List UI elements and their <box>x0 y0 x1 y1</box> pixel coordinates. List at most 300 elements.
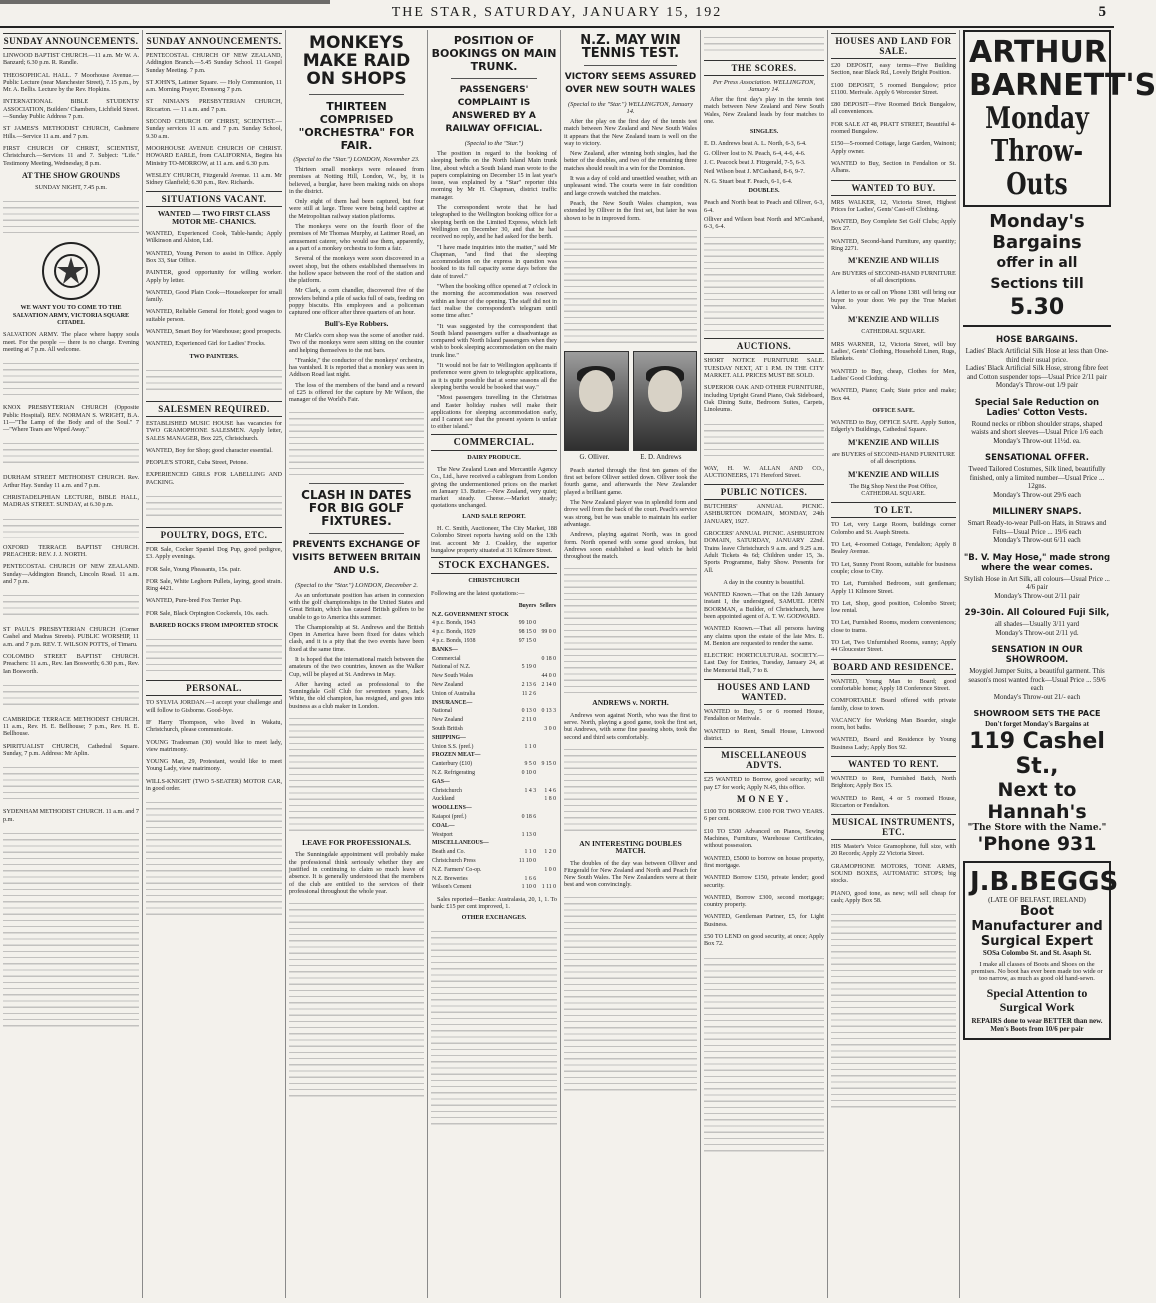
stock-buyers: 1 4 3 <box>524 787 537 794</box>
article-paragraph: The New Zealand Loan and Mercantile Agency Co., Ltd., have received a cablegram from London giving the undermentioned prices on the market on January 13. Butter.—New Zealand, very quiet; market steady. Cheese.—Market steady; quotations unchanged. <box>431 465 557 510</box>
promo-body: Ladies' Black Artificial Silk Hose, strong fibre feet and Cotton suspender tops—Usual Price 2/11 pair <box>965 364 1109 381</box>
stock-row <box>431 857 557 866</box>
article-paragraph: "It would not be fair to Wellington applicants if preference were given to telegraphic applications, as it is quite possible that at some seasons all the sleeping berths would be booked that way." <box>431 362 557 391</box>
stock-row <box>431 628 557 637</box>
promo-item <box>963 507 1111 545</box>
text-block <box>704 419 824 459</box>
stock-name: Westport <box>432 831 453 838</box>
article-paragraph: It is hoped that the international match between the amateurs of the two countries, known as the Walker Cup, will be played at St. Andrews in May. <box>289 655 424 678</box>
stock-col-buyers: Buyers <box>518 602 537 609</box>
stock-buyers: 98 15 0 <box>518 629 537 636</box>
article-paragraph: Andrews, playing against North, was in good form. North opened with some good strokes, but Andrews soon established a lead which he held throughout the match. <box>564 531 697 561</box>
classified-ad: WANTED, Boy for Shop; good character essential. <box>146 446 273 454</box>
arthur-barnett-ad <box>963 30 1156 207</box>
article-paragraph: Andrews won against North, who was the first to serve. North, playing a good game, took the first set, but Andrews, with some fine passing shots, took the second and third sets comfortably. <box>564 711 697 741</box>
stock-name: National of N.Z. <box>432 664 471 671</box>
article-paragraph: The loss of the members of the band and a reward of £25 is offered for the capture by Mr Wilson, the manager of the World's Fair. <box>289 381 424 404</box>
classified-ad: WANTED, Pure-bred Fox Terrier Pup. <box>146 597 242 605</box>
stock-name: N.Z. Refrigerating <box>432 769 475 776</box>
photo-olliver <box>564 351 629 451</box>
classified-ad: TO Let, Sunny Front Room, suitable for business couple; close to City. <box>831 560 956 575</box>
section-heading: POULTRY, DOGS, ETC. <box>146 527 282 543</box>
store-phone: 'Phone 931 <box>977 832 1097 855</box>
classified-ad: EXPERIENCED GIRLS FOR LABELLING AND PACKING. <box>146 471 282 486</box>
text-block <box>146 491 282 521</box>
classified-ad: WANTED, Borrow £300, second mortgage; country property. <box>704 893 824 909</box>
text-block <box>3 762 139 802</box>
promo-price: Monday's Throw-out 21/- each <box>993 692 1081 701</box>
store-address <box>963 729 1111 855</box>
stock-buyers: 5 19 0 <box>521 664 537 671</box>
divider <box>451 78 537 79</box>
text-block <box>564 225 697 345</box>
stock-sellers <box>537 839 557 848</box>
bargains-time: 5.30 <box>1009 295 1065 320</box>
stock-sellers <box>537 831 557 840</box>
stock-buyers <box>516 725 537 734</box>
classified-ad: TO Let, Furnished Rooms, modern conveniences; close to trams. <box>831 619 956 634</box>
text-block <box>564 892 697 1092</box>
promo-price: Monday's Throw-out 2/11 yd. <box>995 628 1079 637</box>
announcement: SPIRITUALIST CHURCH, Cathedral Square. Sunday, 7 p.m. Address: Mr Aplin. <box>3 742 139 758</box>
stock-row <box>431 813 557 822</box>
mkenzie-willis-name: M'KENZIE AND WILLIS <box>848 469 939 479</box>
announcement: THEOSOPHICAL HALL. 7 Moorhouse Avenue.— Public Lecture (near Manchester Street), 7.15 p.m., by Mr. A. Bellis. Lecture by the Rev. Hopkins. <box>3 71 139 94</box>
score-line: J. C. Peacock beat J. Fitzgerald, 7-5, 6-3. <box>704 159 806 167</box>
mkenzie-willis-name: M'KENZIE AND WILLIS <box>848 437 939 447</box>
stock-buyers: 11 10 0 <box>518 857 537 864</box>
text-block <box>3 680 139 710</box>
stock-row <box>431 699 557 708</box>
stock-name: N.Z. GOVERNMENT STOCK <box>432 611 509 618</box>
classified-ad: £150—5-roomed Cottage, large Garden, Wainoni; Apply owner. <box>831 140 956 155</box>
subhead-tennis: VICTORY SEEMS ASSURED OVER NEW SOUTH WALES <box>564 72 697 95</box>
promo-body: Moygiel Jumper Suits, a beautiful garment. This season's most wanted frock—Usual Price ... 59/6 each <box>968 667 1106 692</box>
address-line-1: 119 Cashel St., <box>969 728 1105 779</box>
photo-andrews <box>633 351 698 451</box>
score-line: Peach and North beat to Peach and Olliver, 6-3, 6-4. <box>704 199 824 214</box>
situations-lead: WANTED — TWO FIRST CLASS MOTOR ME- CHANICS. <box>157 209 271 226</box>
stock-name: GAS— <box>432 778 450 785</box>
stock-buyers: 0 10 0 <box>521 769 537 776</box>
stock-name: 4 p.c. Bonds, 1938 <box>432 638 476 645</box>
classified-ad: VACANCY for Working Man Boarder, single room, hot baths. <box>831 716 956 732</box>
classified-ad: COMFORTABLE Board offered with private family, close to town. <box>831 697 956 712</box>
promo-heading: Special Sale Reduction on Ladies' Cotton Vests. <box>974 397 1100 418</box>
divider <box>309 94 404 95</box>
stock-buyers: 2 11 0 <box>521 717 537 724</box>
bargains-sub: offer in all Sections till <box>990 255 1084 292</box>
stock-name: COAL— <box>432 822 455 829</box>
promo-body: all shades—Usually 3/11 yard <box>994 620 1080 628</box>
public-notice: A day in the country is beautiful. <box>723 578 805 586</box>
stock-row <box>431 866 557 875</box>
mkenzie-willis-sub: are BUYERS of SECOND-HAND FURNITURE of all descriptions. <box>832 450 955 466</box>
ad-slogan: Monday Throw-Outs <box>985 101 1089 202</box>
section-heading: MUSICAL INSTRUMENTS, ETC. <box>831 814 956 840</box>
column-tennis <box>561 30 701 1298</box>
column-arthur-barnett-ad <box>960 30 1156 1298</box>
stock-name: New Zealand <box>432 682 464 689</box>
stock-sellers: 1 2 0 <box>544 849 556 856</box>
stock-name: BANKS— <box>432 646 458 653</box>
classified-ad: WANTED to Rent, 4 or 5 roomed House, Riccarton or Fendalton. <box>831 794 956 809</box>
promo-body: Smart Ready-to-wear Pull-on Hats, in Straws and Felts—Usual Price ... 19/6 each <box>967 519 1107 536</box>
classified-ad: £25 WANTED to Borrow, good security; will pay £7 for work; Apply N.45, this office. <box>704 776 824 791</box>
stock-buyers: 99 10 0 <box>518 620 537 627</box>
announcement: CHRISTADELPHIAN LECTURE, BIBLE HALL, MADRAS STREET. SUNDAY, at 6.30 p.m. <box>3 494 139 509</box>
classified-ad: WANTED, Experienced Girl for Ladies' Frocks. <box>146 340 266 348</box>
announcement: ST JOHN'S, Latimer Square. — Holy Communion, 11 a.m. Morning Prayer; Evensong 7 p.m. <box>146 78 282 94</box>
stock-row <box>431 637 557 646</box>
stock-buyers <box>516 655 537 664</box>
text-block <box>3 828 139 1028</box>
stock-name: FROZEN MEAT— <box>432 752 481 759</box>
promo-price: Monday's Throw-out 1/9 pair <box>995 381 1079 389</box>
stock-row <box>431 681 557 690</box>
stock-buyers <box>516 611 537 620</box>
mkenzie-willis-text: A letter to us or call on 'Phone 1381 will bring our buyer to your door. We pay the True Market Value. <box>831 289 956 311</box>
column-monkeys-golf <box>286 30 428 1298</box>
stock-buyers: 2 13 6 <box>521 682 537 689</box>
stock-sellers <box>537 743 557 752</box>
beggs-sub: (LATE OF BELFAST, IRELAND) <box>988 895 1086 904</box>
masthead-title: THE STAR, SATURDAY, JANUARY 15, 192 <box>391 5 723 20</box>
stock-table-header <box>431 602 557 611</box>
headline-bookings: POSITION OF BOOKINGS ON MAIN TRUNK. <box>431 34 557 73</box>
stock-sellers <box>537 663 557 672</box>
classified-ad: HIS Master's Voice Gramophone, full size, with 20 Records; Apply 22 Victoria Street. <box>831 843 956 858</box>
classified-ad: WANTED, Second-hand Furniture, any quantity; Ring 2271. <box>831 237 956 253</box>
stock-buyers: 1 10 0 <box>521 884 537 891</box>
dateline: (Special to the "Star.") LONDON, December 2. <box>295 581 418 589</box>
subhead-bookings: PASSENGERS' COMPLAINT IS ANSWERED BY A RAILWAY OFFICIAL. <box>445 85 543 134</box>
beggs-address: SOSa Colombo St. and St. Asaph St. <box>982 948 1092 957</box>
classified-ad: TO Let, very Large Room, buildings corner Colombo and St. Asaph Streets. <box>831 521 956 536</box>
classified-ad: WANTED to Buy, 5 or 6 roomed House, Fendalton or Merivale. <box>704 708 824 723</box>
stock-row <box>431 690 557 699</box>
classified-ad: PEOPLE'S STORE, Cuba Street, Petone. <box>146 459 248 467</box>
stock-name: Union of Australia <box>432 690 476 697</box>
classified-ad: WANTED to Buy, Section in Fendalton or St. Albans. <box>831 159 956 175</box>
stock-buyers: 1 1 0 <box>524 743 537 750</box>
promo-body: Ladies' Black Artificial Silk Hose at less than One-third their usual price. <box>965 347 1109 364</box>
stock-note: Following are the latest quotations:— <box>431 589 525 597</box>
stock-sellers <box>537 690 557 699</box>
stock-name: Beath and Co. <box>432 849 466 856</box>
stock-buyers <box>516 839 537 848</box>
article-paragraph: "I have made inquiries into the matter," said Mr Chapman, "and find that the sleeping accommodation on the express in question was booked to its full capacity some days before the date of travel." <box>431 243 557 280</box>
article-paragraph: Several of the monkeys were soon discovered in a sweet shop, but the others established themselves in the hollow space between the roof of the station and the platform. <box>289 255 424 285</box>
promo-item <box>963 553 1111 601</box>
mkenzie-willis-name: M'KENZIE AND WILLIS <box>848 315 939 325</box>
classified-ad: TO Let, Furnished Bedroom, suit gentleman; Apply 11 Kilmore Street. <box>831 580 956 595</box>
stock-sellers: 2 14 0 <box>541 682 556 689</box>
beggs-special: Special Attention to Surgical Work <box>986 985 1088 1014</box>
stock-subheading: CHRISTCHURCH <box>468 577 520 585</box>
crosshead: Bull's-Eye Robbers. <box>324 318 389 328</box>
stock-buyers <box>516 646 537 655</box>
announcement: ST JAMES'S METHODIST CHURCH, Cashmere Hills.—Service 11 a.m. and 7 p.m. <box>3 125 139 140</box>
section-heading: WANTED TO BUY. <box>831 180 956 196</box>
subhead-orchestra: THIRTEEN COMPRISED "ORCHESTRA" FOR FAIR. <box>298 100 415 152</box>
painters-heading: TWO PAINTERS. <box>189 352 239 360</box>
announcement: OXFORD TERRACE BAPTIST CHURCH. PREACHER: REV. J. J. NORTH. <box>3 543 139 558</box>
article-paragraph: Peach started through the first ten games of the first set before Olliver settled down. Olliver took the fourth game, and afterwards the New Zealander played a brilliant game. <box>564 466 697 496</box>
beggs-name: J.B.BEGGS <box>970 866 1119 897</box>
classified-ad: YOUNG Man, 29, Protestant, would like to meet Young Lady, view matrimony. <box>146 758 282 773</box>
section-heading: PERSONAL. <box>146 680 282 696</box>
article-paragraph: The monkeys were on the fourth floor of the premises of Mr Thomas Murphy, at Latimer Road, an amusement caterer, who would use them, apparently, as a part of a monkey orchestra to form a fair. <box>289 223 424 252</box>
stock-buyers <box>516 699 537 708</box>
stock-name: Christchurch <box>432 787 462 794</box>
classified-ad: PAINTER, good opportunity for willing worker. Apply by letter. <box>146 269 282 284</box>
stock-sellers <box>537 769 557 778</box>
stock-row <box>431 804 557 813</box>
stock-name: N.Z. Breweries <box>432 875 468 882</box>
section-heading: SUNDAY ANNOUNCEMENTS. <box>3 33 139 49</box>
divider <box>309 483 404 484</box>
classified-ad: WANTED, Reliable General for Hotel; good wages to suitable person. <box>146 308 282 323</box>
classified-ad: £100 TO BORROW. £100 FOR TWO YEARS. 6 per cent. <box>704 808 824 823</box>
player-photos <box>564 351 697 451</box>
classified-ad: WANTED to Rent, Furnished Batch, North Brighton; Apply Box 15. <box>831 775 956 790</box>
crosshead: DOUBLES. <box>748 186 780 194</box>
stock-row <box>431 663 557 672</box>
announcement: INTERNATIONAL BIBLE STUDENTS' ASSOCIATION, Builders' Chambers, Lichfield Street.—Sunday Public Address 7 p.m. <box>3 98 139 121</box>
mkenzie-willis-sub: CATHEDRAL SQUARE. <box>861 328 926 336</box>
classified-ad: FOR Sale, White Leghorn Pullets, laying, good strain. Ring 4421. <box>146 577 282 593</box>
salvation-army-crest-icon <box>42 242 100 300</box>
text-block <box>289 898 424 1098</box>
announcement: PENTECOSTAL CHURCH OF NEW ZEALAND, Addington Branch.—5.45 Sunday School. 11 Gospel Sunday Meeting. 7 p.m. <box>146 52 282 74</box>
stock-col-sellers: Sellers <box>539 602 556 609</box>
section-heading: MISCELLANEOUS ADVTS. <box>704 747 824 773</box>
text-block <box>3 438 139 468</box>
article-paragraph: After the play on the first day of the tennis test match between New Zealand and New South Wales it appears that the New Zealand team is well on the way to victory. <box>564 118 697 147</box>
classified-ad: WILLS-KNIGHT (TWO 5-SEATER) MOTOR CAR, in good order. <box>146 777 282 793</box>
text-block <box>289 713 424 833</box>
public-notice: WANTED Known.—That on the 12th January instant I, the undersigned, SAMUEL JOHN BOORMAN, a Builder, of Christchurch, have been appointed agent of A. T. W. GODWARD. <box>704 591 824 620</box>
promo-body: Round necks or ribbon shoulder straps, shaped waists and short sleeves—Usual Price 1/6 each <box>971 419 1103 436</box>
stock-row <box>431 672 557 681</box>
crosshead: ANDREWS v. NORTH. <box>592 698 669 708</box>
classified-ad: TO SYLVIA JORDAN.—I accept your challenge and will follow to Gisborne. Good-bye. <box>146 699 282 714</box>
announcement: CAMBRIDGE TERRACE METHODIST CHURCH. 11 a.m., Rev. H. E. Bellhouse; 7 p.m., Rev. H. E. Bellhouse. <box>3 715 139 738</box>
stock-row <box>431 619 557 628</box>
stock-sellers: 3 0 0 <box>544 726 556 732</box>
stock-sellers: 1 0 0 <box>544 866 556 873</box>
stock-row <box>431 848 557 857</box>
article-paragraph: Only eight of them had been captured, but four were still at large. Three were being held captive at the Metropolitan railway station platforms. <box>289 198 424 220</box>
text-block <box>704 953 824 1153</box>
text-block <box>3 514 139 538</box>
stock-buyers: 1 13 0 <box>521 831 537 838</box>
classified-ad: TO Let, 4-roomed Cottage, Fendalton; Apply 8 Bealey Avenue. <box>831 541 956 556</box>
classified-ad: WANTED, Gentleman Partner, £5, for Light Business. <box>704 913 824 928</box>
announcement: ST NINIAN'S PRESBYTERIAN CHURCH, Riccarton. — 11 a.m. and 7 p.m. <box>146 98 282 113</box>
classified-ad: TO Let, Two Unfurnished Rooms, sunny; Apply 44 Gloucester Street. <box>831 639 956 654</box>
show-grounds-heading: AT THE SHOW GROUNDS <box>22 170 120 180</box>
classified-ad: FOR Sale, Cocker Spaniel Dog Pup, good pedigree, £3. Apply evenings. <box>146 545 282 561</box>
section-heading: SUNDAY ANNOUNCEMENTS. <box>146 33 282 49</box>
section-heading: WANTED TO RENT. <box>831 756 956 772</box>
article-paragraph: After having acted as professional to the Sunningdale Golf Club for seventeen years, Jack White, the old champion, has resigned, and goes into business as a club maker in London. <box>289 680 424 710</box>
text-block <box>3 196 139 236</box>
stock-name: 4 p.c. Bonds, 1943 <box>432 620 476 627</box>
promo-price: Monday's Throw-out 29/6 each <box>993 490 1081 499</box>
promo-item <box>963 453 1111 499</box>
text-block <box>146 365 282 395</box>
section-heading: COMMERCIAL. <box>431 434 557 451</box>
beggs-trade: Boot Manufacturer and Surgical Expert <box>971 903 1103 949</box>
announcement: DURHAM STREET METHODIST CHURCH. Rev. Arthur Hay. Sunday 11 a.m. and 7 p.m. <box>3 474 139 489</box>
stock-name: WOOLLENS— <box>432 805 472 812</box>
announcement: WESLEY CHURCH, Fitzgerald Avenue. 11 a.m. Mr Sidney Glanfield; 6.30 p.m., Rev. Richards. <box>146 171 282 187</box>
stock-name: Union S.S. (pref.) <box>432 743 474 750</box>
stock-sellers <box>537 619 557 628</box>
stock-sellers <box>537 822 557 831</box>
classified-ad: WANTED, Boy Complete Set Golf Clubs; Apply Box 27. <box>831 218 956 233</box>
column-scores-notices <box>701 30 828 1298</box>
divider <box>309 533 404 534</box>
stock-row <box>431 831 557 840</box>
stock-table-body <box>431 611 557 893</box>
public-notice: WANTED Known.—That all persons having any claims upon the estate of the late Mrs. E. M. Benton are requested to render the same. <box>704 625 824 647</box>
public-notice: ELECTRIC HORTICULTURAL SOCIETY.—Last Day for Entries, Tuesday, January 24, at the Memorial Hall, 7 to 8. <box>704 652 824 674</box>
text-block <box>704 232 824 332</box>
classified-ad: FOR Sale, Black Orpington Cockerels, 10s. each. <box>146 609 269 617</box>
article-paragraph: "When the booking office opened at 7 o'clock in the morning the accommodation was reserved within an hour of the opening. The staff did not in fact realise the correspondent's telegram until some time after." <box>431 283 557 320</box>
stock-sellers <box>537 699 557 708</box>
stock-buyers: 1 1 0 <box>524 849 537 856</box>
mkenzie-willis-name: M'KENZIE AND WILLIS <box>848 256 939 266</box>
article-paragraph: The correspondent wrote that he had telegraphed to the Wellington booking office for a sleeping berth on the Limited Express, which left Wellington on December 30, and that he had received no reply, and he had asked for the berth. <box>431 204 557 241</box>
stock-name: New Zealand <box>432 717 464 724</box>
promo-heading: SENSATIONAL OFFER. <box>985 453 1089 463</box>
classified-ad: £80 DEPOSIT—Five Roomed Brick Bungalow, all conveniences. <box>831 101 956 116</box>
announcement: FIRST CHURCH OF CHRIST, SCIENTIST, Christchurch.—Services 11 and 7. Subject: "Life." Testimony Meeting, Wednesday, 8 p.m. <box>3 144 139 167</box>
showroom-heading: SHOWROOM SETS THE PACE <box>973 709 1101 718</box>
promo-item <box>963 335 1111 364</box>
stock-sellers <box>537 804 557 813</box>
stock-row <box>431 875 557 884</box>
text-block <box>564 744 697 834</box>
column-railway-stocks <box>428 30 561 1298</box>
office-safe-heading: OFFICE SAFE. <box>872 406 915 414</box>
classified-ad: WANTED, Piano; Cash; State price and make; Box 44. <box>831 387 956 402</box>
stock-name: 4 p.c. Bonds, 1929 <box>432 629 476 636</box>
promo-price: Monday's Throw-out 2/11 pair <box>994 591 1080 600</box>
section-heading: HOUSES AND LAND FOR SALE. <box>831 33 956 59</box>
beggs-ad <box>963 861 1119 1040</box>
promo-body: Stylish Hose in Art Silk, all colours—Usual Price ... 4/6 pair <box>964 574 1110 591</box>
column-sunday-announcements-2 <box>143 30 286 1298</box>
article-paragraph: As an unfortunate position has arisen in connexion with the golf championships in the United States and Great Britain, which has caused British golfers to be unable to go to America this summer. <box>289 591 424 621</box>
section-heading: TO LET. <box>831 502 956 518</box>
stock-buyers <box>516 822 537 831</box>
section-heading: AUCTIONS. <box>704 338 824 354</box>
sales-note: Sales reported—Banks: Australasia, 20, 1, 1. To bank: £15 per cent improved, 1. <box>431 896 557 911</box>
text-block <box>564 563 697 693</box>
stock-sellers <box>537 637 557 646</box>
crosshead: DAIRY PRODUCE. <box>467 453 521 461</box>
announcement: PENTECOSTAL CHURCH OF NEW ZEALAND. Sunday—Addington Branch, Lincoln Road. 11 a.m. and 7 p.m. <box>3 563 139 585</box>
dateline: (Special to the "Star.") WELLINGTON, January 14. <box>567 101 694 115</box>
section-heading: SITUATIONS VACANT. <box>146 191 282 207</box>
article-paragraph: Mr Clark's corn shop was the scene of another raid. Two of the monkeys were seen sitting on the counter and helping themselves to the nut bars. <box>289 331 424 354</box>
classified-ad: TO Let, Shop, good position, Colombo Street; low rental. <box>831 599 956 615</box>
address-line-2: Next to Hannah's <box>987 778 1087 823</box>
classified-ad: PIANO, good tone, as new; will sell cheap for cash; Apply Box 58. <box>831 889 956 904</box>
auction-notice: WAY, H. W. ALLAN AND CO., AUCTIONEERS, 171 Hereford Street. <box>704 464 824 479</box>
promo-item <box>963 364 1111 390</box>
stock-sellers <box>537 857 557 866</box>
masthead <box>0 0 1114 28</box>
stock-name: N.Z. Farmers' Co-op. <box>432 866 482 873</box>
article-paragraph: Mr Clark, a corn chandler, discovered five of the prowlers behind a pile of sacks full of oats, feeding on poppy biscuits. His employees and a policeman captured one officer after three quarters of an hour. <box>289 287 424 317</box>
section-heading: PUBLIC NOTICES. <box>704 484 824 500</box>
announcement: SALVATION ARMY. The place where happy souls meet. For the people — there is no charge. Evening meeting at 7 p.m. All welcome. <box>3 331 139 353</box>
stock-col-name <box>431 602 516 611</box>
announcement: LINWOOD BAPTIST CHURCH.—11 a.m. Mr W. A. Banzard; 6.30 p.m. R. Randle. <box>3 52 139 67</box>
stock-sellers: 1 8 0 <box>544 796 556 803</box>
article-paragraph: H. C. Smith, Auctioneer, The City Market, 188 Colombo Street reports having sold on the 13th inst. account Mr J. Coakley, the superior bungalow property situated at 31 Kilmore Street. <box>431 525 557 554</box>
score-line: E. D. Andrews beat A. L. North, 6-3, 6-4. <box>704 140 807 148</box>
announcement: SECOND CHURCH OF CHRIST, SCIENTIST.— Sunday services 11 a.m. and 7 p.m. Sunday School, 9.30 a.m. <box>146 118 282 140</box>
stock-buyers <box>516 866 537 875</box>
text-block <box>289 407 424 477</box>
section-heading: STOCK EXCHANGES. <box>431 557 557 574</box>
promo-heading: SENSATION IN OUR SHOWROOM. <box>991 645 1083 665</box>
stock-name: SHIPPING— <box>432 734 466 741</box>
classified-ad: WANTED, £5000 to borrow on house property, first mortgage. <box>704 854 824 869</box>
stock-row <box>431 725 557 734</box>
stock-sellers: 1 11 0 <box>541 884 556 891</box>
classified-ad: WANTED to Buy, OFFICE SAFE. Apply Sutton, Edgerly's Buildings, Cathedral Square. <box>831 419 956 434</box>
stock-sellers: 9 15 0 <box>541 761 556 768</box>
stock-row <box>431 716 557 725</box>
stock-name: Canterbury (£10) <box>432 761 473 768</box>
dateline: Per Press Association. WELLINGTON, January 14. <box>712 79 816 93</box>
stock-row <box>431 646 557 655</box>
score-line: Olliver and Wilson beat North and M'Cashand, 6-3, 6-4. <box>704 215 824 231</box>
stock-row <box>431 822 557 831</box>
classified-ad: FOR Sale, Young Pheasants, 15s. pair. <box>146 565 241 573</box>
stock-sellers <box>537 611 557 620</box>
stock-row <box>431 787 557 796</box>
text-block <box>146 797 282 917</box>
classified-ad: WANTED, Experienced Cook, Table-hands; Apply Wilkinson and Alston, Ltd. <box>146 230 282 245</box>
classified-ad: MRS WALKER, 12, Victoria Street, Highest Prices for Ladies', Gents' Cast-off Clothing. <box>831 198 956 213</box>
headline-golf: CLASH IN DATES FOR BIG GOLF FIXTURES. <box>301 487 412 528</box>
column-sunday-announcements-1 <box>0 30 143 1298</box>
score-line: G. Olliver lost to N. Peach, 6-4, 4-6, 4-6. <box>704 149 806 157</box>
classified-ad: WANTED, Board and Residence by Young Business Lady; Apply Box 92. <box>831 736 956 751</box>
stock-buyers: 9 5 0 <box>524 761 537 768</box>
section-heading: SALESMEN REQUIRED. <box>146 401 282 417</box>
crosshead: AN INTERESTING DOUBLES MATCH. <box>579 838 682 856</box>
announcement: SYDENHAM METHODIST CHURCH. 11 a.m. and 7 p.m. <box>3 808 139 823</box>
promo-heading: "B. V. May Hose," made strong where the wear comes. <box>963 552 1111 573</box>
classified-ad: WANTED, Smart Boy for Warehouse; good prospects. <box>146 328 282 336</box>
stock-table <box>431 602 557 892</box>
classified-ad: WANTED to Buy, cheap, Clothes for Men, Ladies' Good Clothing. <box>831 367 956 382</box>
stock-name: Commercial <box>432 655 461 662</box>
caption-olliver: G. Olliver. <box>579 452 610 461</box>
show-grounds-time: SUNDAY NIGHT, 7.45 p.m. <box>35 184 107 192</box>
promo-heading: MILLINERY SNAPS. <box>992 507 1082 517</box>
